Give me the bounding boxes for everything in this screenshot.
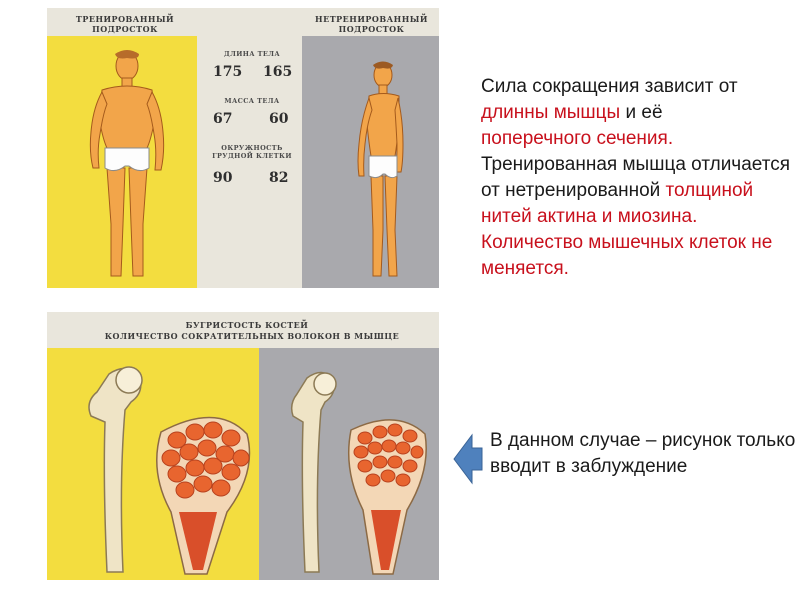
left-arrow-icon (452, 433, 484, 485)
stat-height-untrained: 165 (263, 64, 293, 80)
trained-bone-muscle-illustration (67, 362, 257, 577)
stat-chest-untrained: 82 (269, 170, 289, 186)
actin-myosin-highlight: толщиной нитей актина и миозина. Количество мышечных клеток не меняется. (481, 180, 773, 279)
label-untrained-teen: НЕТРЕНИРОВАННЫЙ ПОДРОСТОК (315, 14, 428, 34)
stat-title-height: ДЛИНА ТЕЛА (223, 50, 281, 58)
stat-height-trained: 175 (213, 64, 243, 80)
bone-tuberosity-title: БУГРИСТОСТЬ КОСТЕЙ (185, 320, 309, 330)
untrained-bone-muscle-illustration (267, 362, 437, 577)
trained-teen-illustration (77, 48, 177, 286)
misleading-picture-note: В данном случае – рисунок только вводит в заблуждение (490, 430, 796, 477)
untrained-teen-illustration (347, 58, 417, 286)
explanation-line-1: Сила сокращения зависит от (481, 76, 738, 97)
stat-title-mass: МАССА ТЕЛА (224, 97, 280, 105)
poster-trained-vs-untrained (47, 8, 439, 288)
cross-section-highlight: поперечного сечения. (481, 128, 674, 149)
explanation-text (481, 74, 800, 282)
stat-mass-untrained: 60 (269, 111, 289, 127)
label-trained-teen: ТРЕНИРОВАННЫЙ ПОДРОСТОК (75, 14, 175, 34)
stat-mass-trained: 67 (213, 111, 233, 127)
contractile-fibers-title: КОЛИЧЕСТВО СОКРАТИТЕЛЬНЫХ ВОЛОКОН В МЫШЦЕ (104, 331, 400, 341)
stat-chest-trained: 90 (213, 170, 233, 186)
poster-bone-and-muscle (47, 312, 439, 580)
stat-title-chest: ОКРУЖНОСТЬ ГРУДНОЙ КЛЕТКИ (212, 144, 292, 160)
explanation-line-4: Тренированная мышца отличается от нетренированной (481, 154, 790, 201)
explanation-line-2-rest: и её (620, 102, 663, 123)
muscle-length-highlight: длинны мышцы (481, 102, 621, 123)
